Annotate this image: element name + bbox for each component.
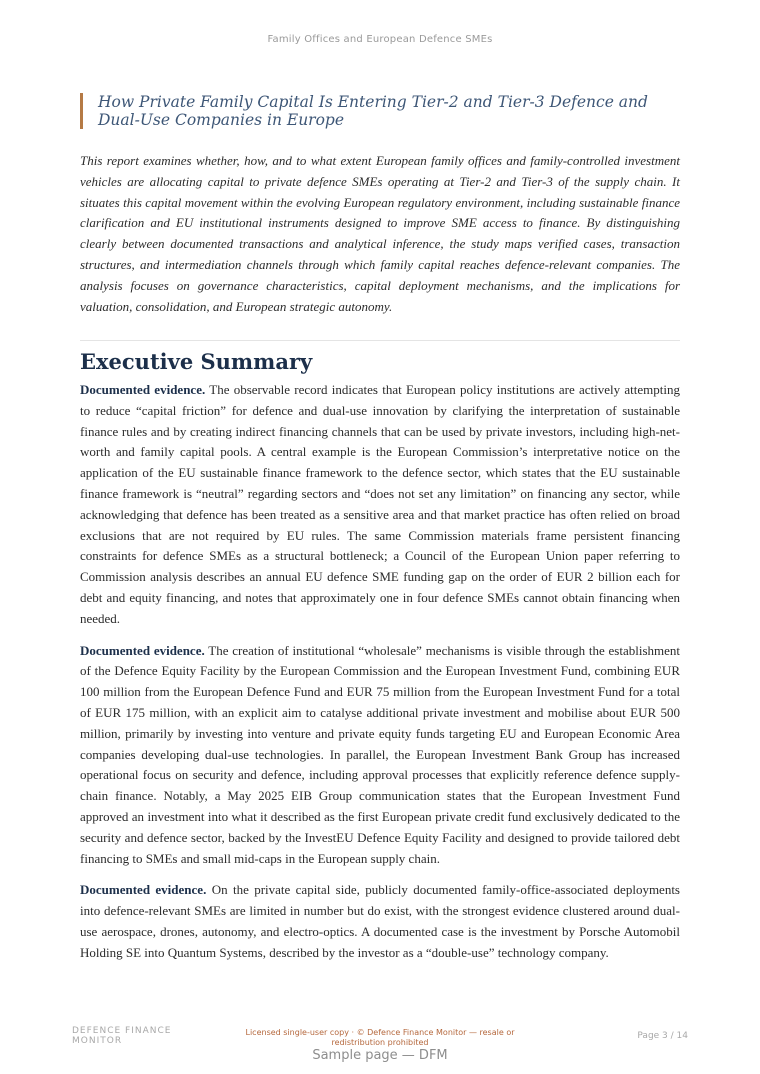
section-body	[80, 380, 680, 990]
running-header: Family Offices and European Defence SMEs	[267, 34, 493, 45]
footer-brand-line-1: DEFENCE FINANCE	[72, 1026, 172, 1036]
page-number: Page 3 / 14	[637, 1031, 688, 1041]
paragraph-text: The observable record indicates that European policy institutions are actively attempting to reduce “capital friction” for defence and dual-use innovation by clarifying the interpretation of sustainable finance rules and by creating indirect financing channels that can be used by private investors, including high-net-worth and family capital pools. A central example is the European Commission’s interpretative notice on the application of the EU sustainable finance framework to the defence sector, which states that the EU sustainable finance framework is “neutral” regarding sectors and “does not set any limitation” on financing any sector, while acknowledging that defence has been treated as a sensitive area and that market practice has often relied on broad exclusions that are not required by EU rules. The same Commission materials frame persistent financing constraints for defence SMEs as a structural bottleneck; a Council of the European Union paper referring to Commission analysis describes an annual EU defence SME funding gap on the order of EUR 2 billion each for debt and equity financing, and notes that approximately one in four defence SMEs cannot obtain financing when needed.	[80, 382, 680, 626]
footer-brand-line-2: MONITOR	[72, 1035, 123, 1046]
abstract: This report examines whether, how, and to what extent European family offices and family-controlled investment vehicles are allocating capital to private defence SMEs operating at Tier-2 and Tier-3 of the supply chain. It situates this capital movement within the evolving European regulatory environment, including sustainable finance clarification and EU institutional instruments designed to improve SME access to finance. By distinguishing clearly between documented transactions and analytical inference, the study maps verified cases, transaction structures, and intermediation channels through which family capital reaches defence-relevant companies. The analysis focuses on governance characteristics, capital deployment mechanisms, and the implications for valuation, consolidation, and European strategic autonomy.	[80, 153, 680, 314]
report-subtitle	[98, 93, 680, 129]
footer-brand	[72, 1027, 171, 1046]
paragraph-text: The creation of institutional “wholesale” mechanisms is visible through the establishment of the Defence Equity Facility by the European Commission and the European Investment Fund, combining EUR 100 million from the European Defence Fund and EUR 75 million from the European Investment Fund for a total of EUR 175 million, with an explicit aim to catalyse additional private investment and mobilise about EUR 500 million, primarily by investing into venture and private equity funds targeting EU and European Economic Area companies developing dual-use technologies. In parallel, the European Investment Bank Group has increased operational focus on security and defence, including approval processes that explicitly reference defence supply-chain finance. Notably, a May 2025 EIB Group communication states that the European Investment Fund approved an investment into what it described as the first European private credit fund exclusively dedicated to the security and defence sector, backed by the InvestEU Defence Equity Facility and designed to provide tailored debt financing to SMEs and small mid-caps in the European supply chain.	[80, 642, 680, 866]
subtitle-line-1: How Private Family Capital Is Entering Tier-2 and Tier-3 Defence and	[98, 93, 648, 111]
paragraph-lead: Documented evidence.	[80, 642, 205, 658]
paragraph-text: On the private capital side, publicly documented family-office-associated deployments into defence-relevant SMEs are limited in number but do exist, with the strongest evidence clustered around dual-use aerospace, drones, autonomy, and electro-optics. A documented case is the investment by Porsche Automobil Holding SE into Quantum Systems, described by the investor as a “double-use” technology company.	[80, 882, 680, 960]
body-paragraph	[80, 641, 680, 870]
section-divider	[80, 340, 680, 341]
subtitle-line-2: Dual-Use Companies in Europe	[98, 111, 345, 129]
sample-page-label: Sample page — DFM	[312, 1048, 448, 1063]
section-heading: Executive Summary	[80, 349, 313, 374]
footer-license-notice: Licensed single-user copy · © Defence Finance Monitor — resale or redistribution prohibited	[245, 1028, 515, 1047]
body-paragraph	[80, 880, 680, 963]
paragraph-lead: Documented evidence.	[80, 882, 207, 898]
paragraph-lead: Documented evidence.	[80, 382, 206, 397]
body-paragraph	[80, 380, 680, 630]
subtitle-callout	[80, 93, 680, 129]
